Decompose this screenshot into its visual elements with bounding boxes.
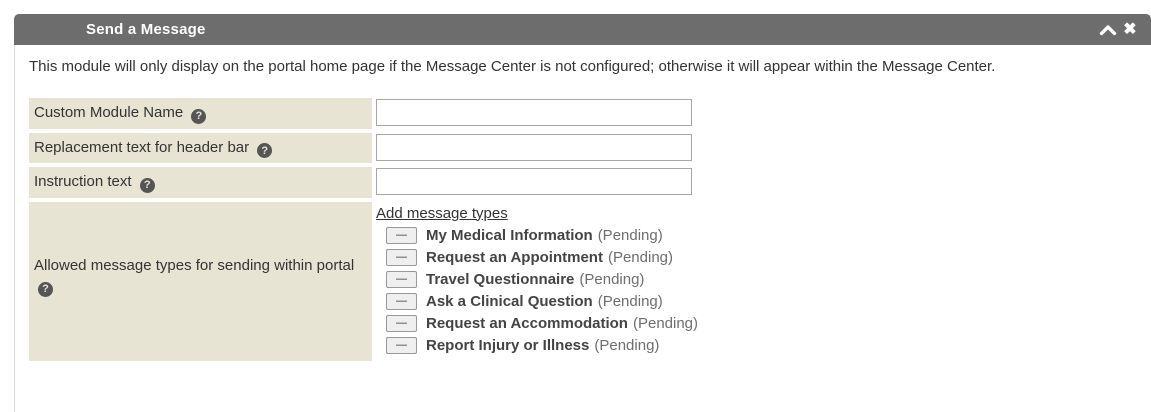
form-row-allowed-message-types [29,202,1137,361]
instruction-text-input[interactable] [376,168,692,195]
custom-module-name-label-cell [29,98,372,129]
message-type-row [386,269,1137,291]
message-type-row [386,313,1137,335]
form-row-custom-module-name [29,98,1137,129]
message-type-name: My Medical Information [426,227,593,244]
add-message-types-link[interactable]: Add message types [376,204,508,222]
module-title: Send a Message [86,21,206,38]
module-description: This module will only display on the portal home page if the Message Center is not configured; otherwise it will appear within the Message Center. [29,58,996,75]
message-type-name: Request an Accommodation [426,315,628,332]
module-header-bar [14,14,1151,45]
replacement-text-value-cell [372,133,1137,164]
message-type-row [386,335,1137,357]
custom-module-name-value-cell [372,98,1137,129]
message-type-status: (Pending) [632,315,699,332]
message-type-row [386,291,1137,313]
message-type-name: Travel Questionnaire [426,271,575,288]
help-icon[interactable]: ? [38,282,53,297]
message-type-status: (Pending) [594,337,660,354]
message-type-status: (Pending) [607,249,673,266]
help-icon[interactable]: ? [191,109,206,124]
remove-message-type-button[interactable]: — [386,227,417,244]
message-type-name: Report Injury or Illness [426,337,590,354]
instruction-text-label-cell [29,167,372,198]
replacement-text-label: Replacement text for header bar [34,138,250,156]
allowed-message-types-label-cell [29,202,372,361]
allowed-message-types-label: Allowed message types for sending within portal [34,257,355,275]
replacement-text-input[interactable] [376,134,692,161]
replacement-text-label-cell [29,133,372,164]
message-type-status: (Pending) [597,293,663,310]
custom-module-name-input[interactable] [376,99,692,126]
message-type-row [386,225,1137,247]
instruction-text-label: Instruction text [34,173,132,190]
message-type-status: (Pending) [597,227,663,244]
remove-message-type-button[interactable]: — [386,293,417,310]
form-row-instruction-text [29,167,1137,198]
message-type-name: Ask a Clinical Question [426,293,593,310]
remove-message-type-button[interactable]: — [386,315,417,332]
remove-message-type-button[interactable]: — [386,271,417,288]
help-icon[interactable]: ? [140,178,155,193]
remove-message-type-button[interactable]: — [386,337,417,354]
module-body [14,45,1151,412]
instruction-text-value-cell [372,167,1137,198]
send-a-message-module [14,14,1151,412]
form-row-replacement-text [29,133,1137,164]
message-type-name: Request an Appointment [426,249,603,266]
collapse-icon[interactable] [1097,19,1119,41]
message-type-status: (Pending) [579,271,645,288]
allowed-message-types-value-cell [372,202,1137,361]
remove-message-type-button[interactable]: — [386,249,417,266]
message-type-row [386,247,1137,269]
close-icon[interactable]: ✖ [1123,20,1137,38]
help-icon[interactable]: ? [257,143,272,158]
custom-module-name-label: Custom Module Name [34,104,184,121]
